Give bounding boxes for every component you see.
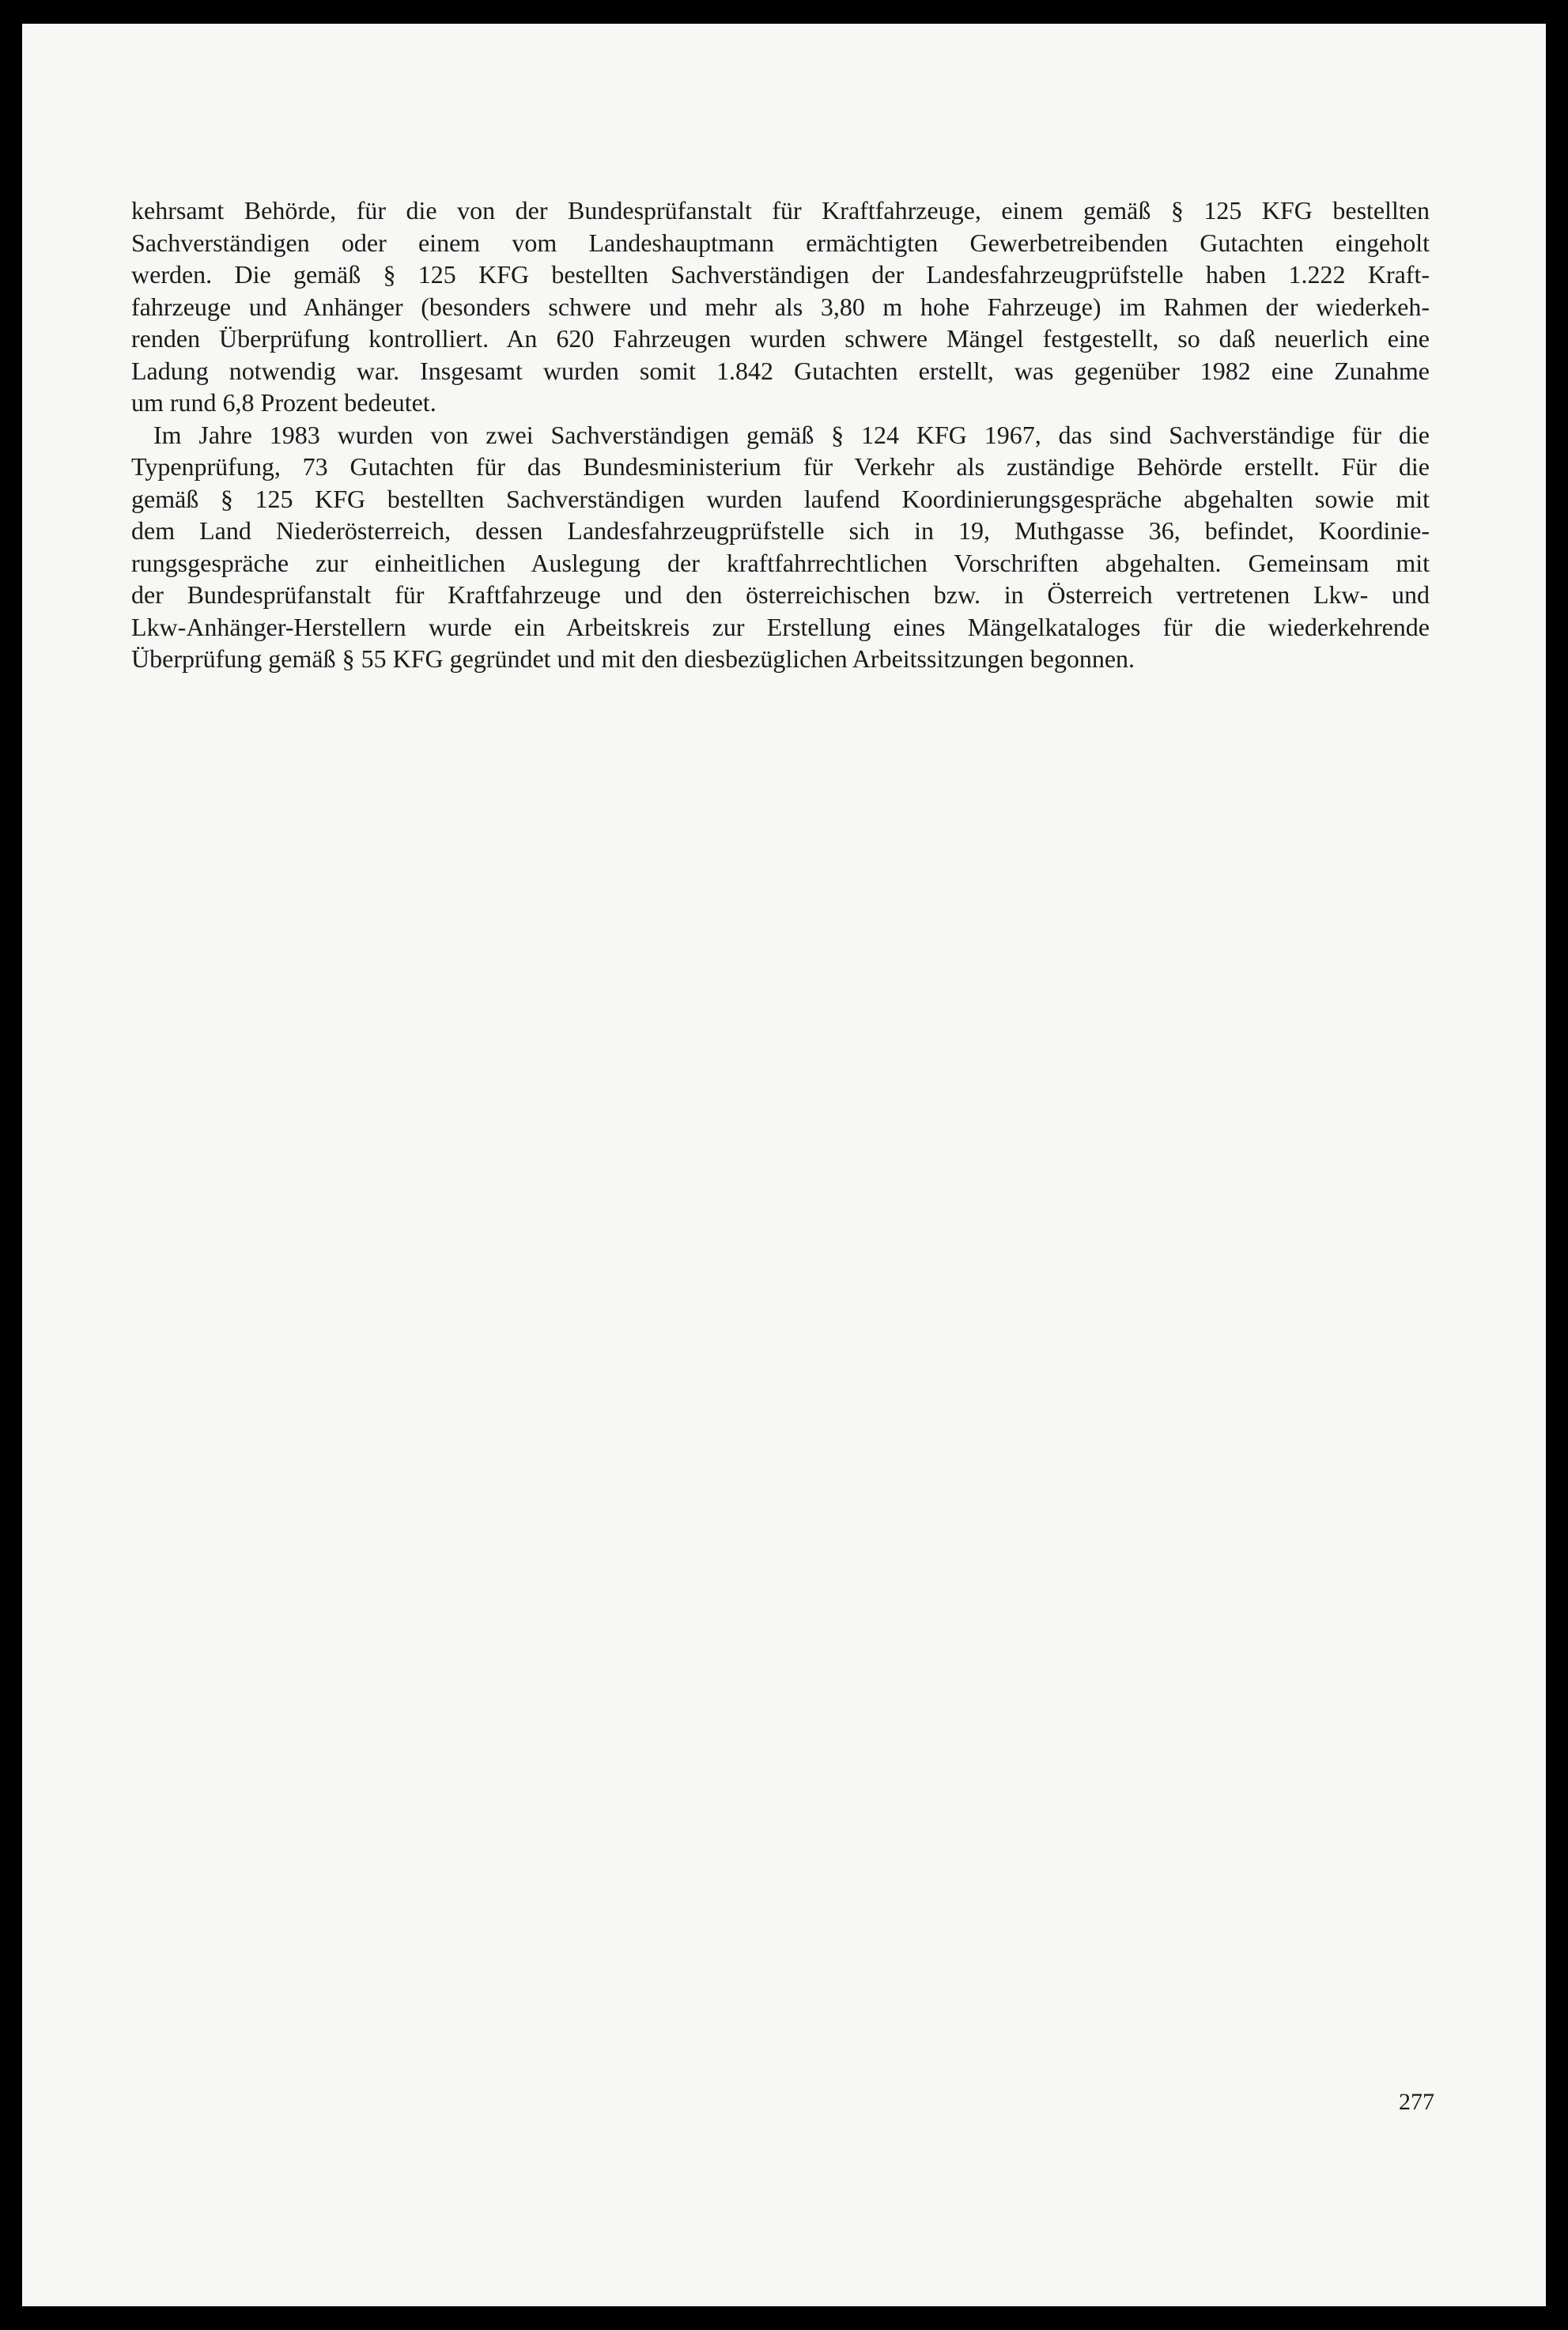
text-line: Überprüfung gemäß § 55 KFG gegründet und mit den diesbezüglichen Arbeitssitzungen begonnen. bbox=[131, 644, 1135, 673]
text-line: Typenprüfung, 73 Gutachten für das Bundesministerium für Verkehr als zuständige Behörde erstellt. Für die bbox=[131, 452, 1430, 481]
document-page bbox=[22, 24, 1546, 2306]
text-line: fahrzeuge und Anhänger (besonders schwere und mehr als 3,80 m hohe Fahrzeuge) im Rahmen der wiederkeh- bbox=[131, 292, 1430, 321]
paragraph-1 bbox=[131, 194, 1430, 419]
text-line: Im Jahre 1983 wurden von zwei Sachverständigen gemäß § 124 KFG 1967, das sind Sachverständige für die bbox=[153, 420, 1430, 449]
paragraph-2 bbox=[131, 419, 1430, 675]
text-line: Lkw-Anhänger-Herstellern wurde ein Arbeitskreis zur Erstellung eines Mängelkataloges für die wiederkehrende bbox=[131, 612, 1430, 641]
text-line: werden. Die gemäß § 125 KFG bestellten Sachverständigen der Landesfahrzeugprüfstelle haben 1.222 Kraft- bbox=[131, 260, 1430, 289]
text-line: kehrsamt Behörde, für die von der Bundesprüfanstalt für Kraftfahrzeuge, einem gemäß § 125 KFG bestellten bbox=[131, 196, 1430, 225]
page-number: 277 bbox=[1399, 2089, 1434, 2115]
body-text bbox=[131, 194, 1430, 675]
text-line: dem Land Niederösterreich, dessen Landesfahrzeugprüfstelle sich in 19, Muthgasse 36, befindet, Koordinie- bbox=[131, 516, 1430, 545]
text-line: um rund 6,8 Prozent bedeutet. bbox=[131, 388, 436, 417]
text-line: Sachverständigen oder einem vom Landeshauptmann ermächtigten Gewerbetreibenden Gutachten eingeholt bbox=[131, 228, 1430, 257]
text-line: der Bundesprüfanstalt für Kraftfahrzeuge und den österreichischen bzw. in Österreich vertretenen Lkw- und bbox=[131, 580, 1430, 609]
text-line: gemäß § 125 KFG bestellten Sachverständigen wurden laufend Koordinierungsgespräche abgehalten sowie mit bbox=[131, 484, 1430, 513]
text-line: renden Überprüfung kontrolliert. An 620 Fahrzeugen wurden schwere Mängel festgestellt, so daß neuerlich eine bbox=[131, 324, 1430, 353]
text-line: Ladung notwendig war. Insgesamt wurden somit 1.842 Gutachten erstellt, was gegenüber 1982 eine Zunahme bbox=[131, 356, 1430, 385]
text-line: rungsgespräche zur einheitlichen Auslegung der kraftfahrrechtlichen Vorschriften abgehalten. Gemeinsam mit bbox=[131, 548, 1430, 577]
